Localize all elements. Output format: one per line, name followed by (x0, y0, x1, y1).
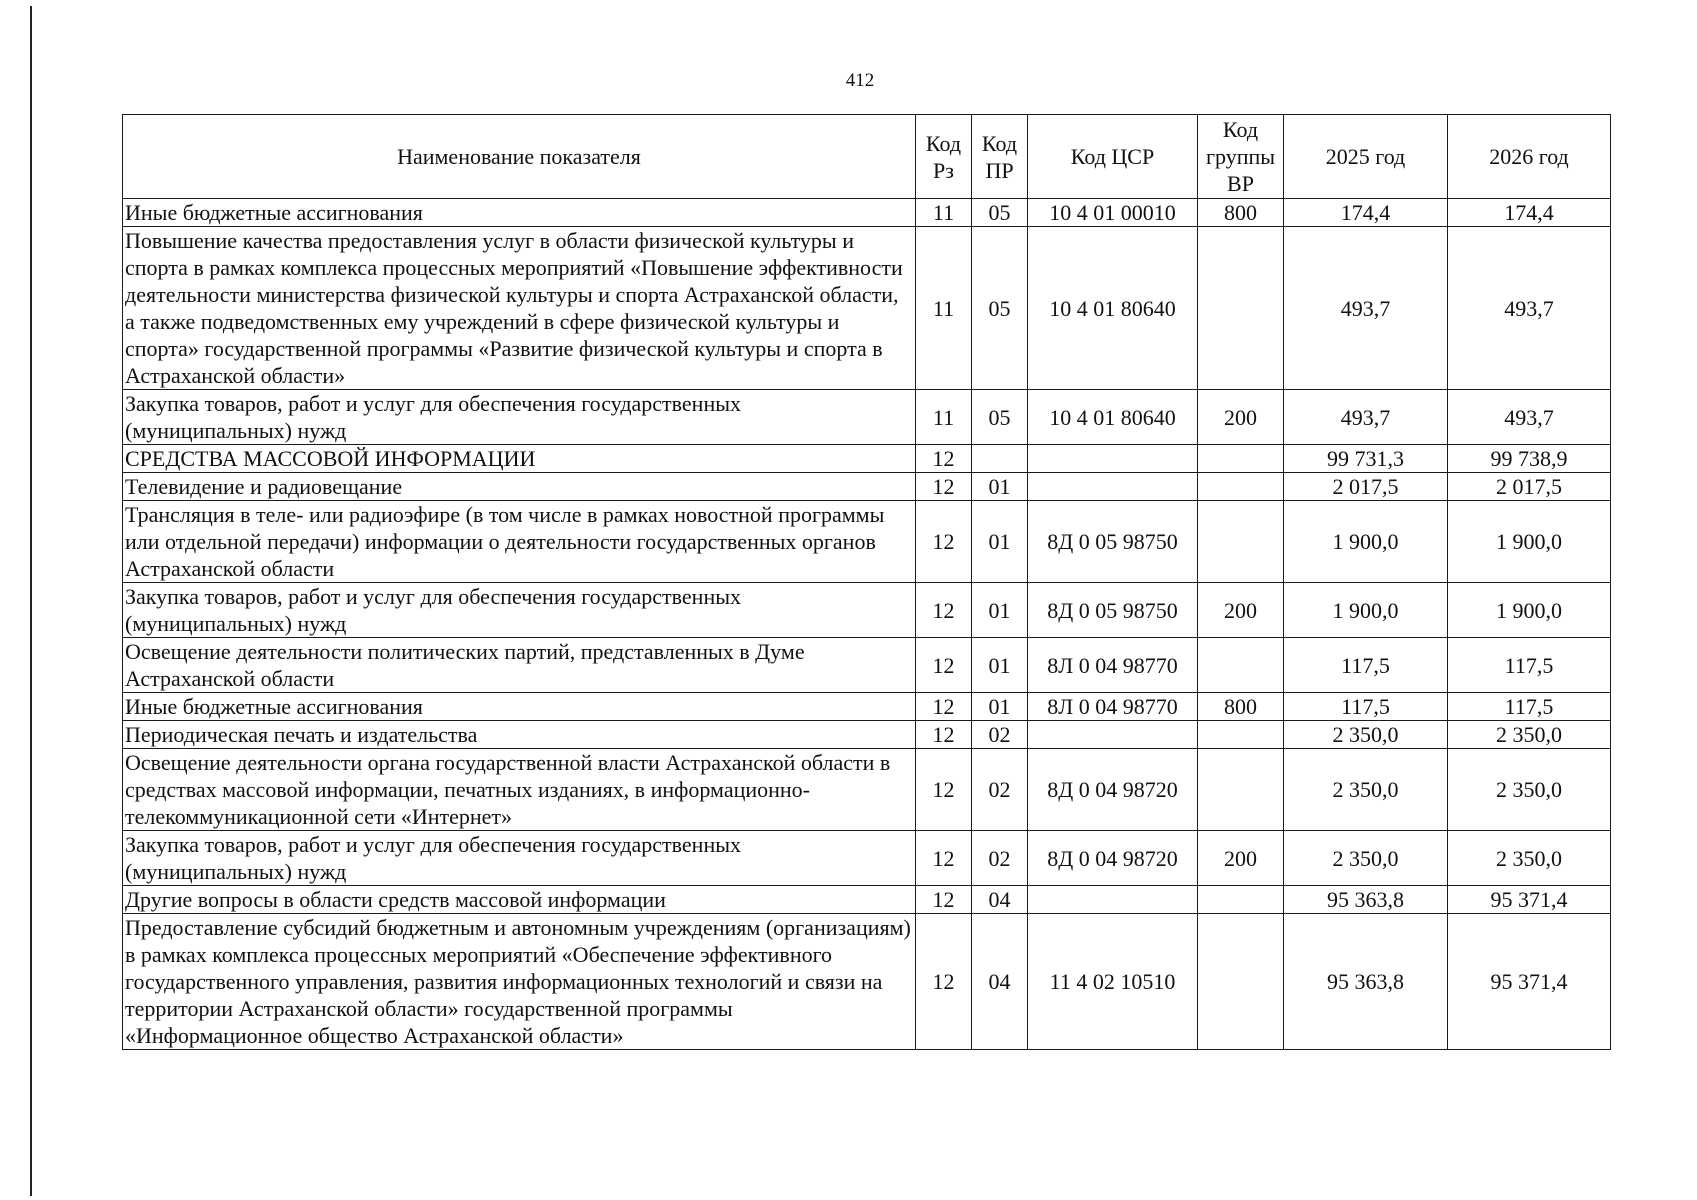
row-2025: 1 900,0 (1284, 583, 1448, 638)
row-csr: 11 4 02 10510 (1028, 914, 1198, 1050)
row-vr: 200 (1198, 831, 1284, 886)
row-csr: 8Д 0 05 98750 (1028, 501, 1198, 583)
row-2025: 2 350,0 (1284, 831, 1448, 886)
row-csr (1028, 445, 1198, 473)
row-rz: 12 (916, 445, 972, 473)
row-name: Телевидение и радиовещание (123, 473, 916, 501)
row-name: Закупка товаров, работ и услуг для обеспечения государственных (муниципальных) нужд (123, 583, 916, 638)
row-rz: 12 (916, 473, 972, 501)
row-rz: 12 (916, 721, 972, 749)
row-vr: 200 (1198, 583, 1284, 638)
row-pr: 01 (972, 638, 1028, 693)
row-rz: 12 (916, 914, 972, 1050)
row-pr: 02 (972, 831, 1028, 886)
row-vr (1198, 721, 1284, 749)
table-row (123, 914, 1611, 1050)
row-vr (1198, 886, 1284, 914)
row-name: Периодическая печать и издательства (123, 721, 916, 749)
table-row (123, 886, 1611, 914)
row-rz: 11 (916, 390, 972, 445)
row-name: Иные бюджетные ассигнования (123, 199, 916, 227)
row-pr: 05 (972, 199, 1028, 227)
row-2025: 117,5 (1284, 638, 1448, 693)
row-2026: 493,7 (1448, 227, 1611, 390)
table-row (123, 831, 1611, 886)
row-pr (972, 445, 1028, 473)
row-vr: 800 (1198, 199, 1284, 227)
row-2026: 95 371,4 (1448, 886, 1611, 914)
table-row (123, 227, 1611, 390)
table-row (123, 749, 1611, 831)
table-row (123, 693, 1611, 721)
row-rz: 12 (916, 749, 972, 831)
table-row (123, 721, 1611, 749)
row-2025: 2 017,5 (1284, 473, 1448, 501)
row-2026: 2 350,0 (1448, 831, 1611, 886)
header-2025: 2025 год (1284, 115, 1448, 199)
row-2026: 1 900,0 (1448, 501, 1611, 583)
table-row (123, 473, 1611, 501)
row-2026: 493,7 (1448, 390, 1611, 445)
binding-margin-line (30, 6, 32, 1196)
row-name: Освещение деятельности политических партий, представленных в Думе Астраханской области (123, 638, 916, 693)
row-csr: 10 4 01 80640 (1028, 227, 1198, 390)
table-row (123, 583, 1611, 638)
row-vr: 800 (1198, 693, 1284, 721)
row-2026: 99 738,9 (1448, 445, 1611, 473)
header-csr: Код ЦСР (1028, 115, 1198, 199)
row-rz: 12 (916, 501, 972, 583)
row-2025: 95 363,8 (1284, 886, 1448, 914)
row-csr: 8Д 0 05 98750 (1028, 583, 1198, 638)
row-2026: 1 900,0 (1448, 583, 1611, 638)
table-row (123, 445, 1611, 473)
row-pr: 01 (972, 473, 1028, 501)
row-pr: 04 (972, 886, 1028, 914)
row-vr (1198, 227, 1284, 390)
table-row (123, 501, 1611, 583)
row-2025: 1 900,0 (1284, 501, 1448, 583)
row-pr: 05 (972, 227, 1028, 390)
row-2025: 95 363,8 (1284, 914, 1448, 1050)
row-pr: 02 (972, 721, 1028, 749)
row-name: Трансляция в теле- или радиоэфире (в том числе в рамках новостной программы или отдельной передачи) информации о деятельности государственных органов Астраханской области (123, 501, 916, 583)
row-csr: 10 4 01 00010 (1028, 199, 1198, 227)
row-2026: 2 350,0 (1448, 721, 1611, 749)
row-vr (1198, 749, 1284, 831)
row-2026: 117,5 (1448, 693, 1611, 721)
row-rz: 12 (916, 831, 972, 886)
row-2026: 2 017,5 (1448, 473, 1611, 501)
budget-table (122, 114, 1611, 1050)
table-row (123, 390, 1611, 445)
row-pr: 02 (972, 749, 1028, 831)
table-row (123, 199, 1611, 227)
row-vr (1198, 445, 1284, 473)
row-vr (1198, 638, 1284, 693)
row-2025: 174,4 (1284, 199, 1448, 227)
row-pr: 01 (972, 501, 1028, 583)
row-vr: 200 (1198, 390, 1284, 445)
table-header-row (123, 115, 1611, 199)
row-csr (1028, 473, 1198, 501)
row-pr: 05 (972, 390, 1028, 445)
row-2026: 2 350,0 (1448, 749, 1611, 831)
row-pr: 01 (972, 693, 1028, 721)
row-csr (1028, 886, 1198, 914)
row-2026: 95 371,4 (1448, 914, 1611, 1050)
row-name: Повышение качества предоставления услуг в области физической культуры и спорта в рамках комплекса процессных мероприятий «Повышение эффективности деятельности министерства физической культуры и спорта Астраханской области, а также подведомственных ему учреждений в сфере физической культуры и спорта» государственной программы «Развитие физической культуры и спорта в Астраханской области» (123, 227, 916, 390)
row-rz: 11 (916, 199, 972, 227)
header-name: Наименование показателя (123, 115, 916, 199)
row-rz: 11 (916, 227, 972, 390)
header-rz: Код Рз (916, 115, 972, 199)
row-vr (1198, 501, 1284, 583)
row-rz: 12 (916, 693, 972, 721)
row-csr (1028, 721, 1198, 749)
row-name: Иные бюджетные ассигнования (123, 693, 916, 721)
row-csr: 8Д 0 04 98720 (1028, 749, 1198, 831)
row-2025: 493,7 (1284, 390, 1448, 445)
row-name: СРЕДСТВА МАССОВОЙ ИНФОРМАЦИИ (123, 445, 916, 473)
row-name: Закупка товаров, работ и услуг для обеспечения государственных (муниципальных) нужд (123, 831, 916, 886)
row-name: Другие вопросы в области средств массовой информации (123, 886, 916, 914)
page-number: 412 (845, 70, 875, 91)
row-2026: 117,5 (1448, 638, 1611, 693)
row-pr: 01 (972, 583, 1028, 638)
row-2025: 99 731,3 (1284, 445, 1448, 473)
row-csr: 8Л 0 04 98770 (1028, 638, 1198, 693)
row-vr (1198, 473, 1284, 501)
header-2026: 2026 год (1448, 115, 1611, 199)
row-rz: 12 (916, 886, 972, 914)
row-2025: 117,5 (1284, 693, 1448, 721)
row-2025: 2 350,0 (1284, 749, 1448, 831)
row-csr: 10 4 01 80640 (1028, 390, 1198, 445)
row-pr: 04 (972, 914, 1028, 1050)
row-rz: 12 (916, 638, 972, 693)
row-vr (1198, 914, 1284, 1050)
row-2026: 174,4 (1448, 199, 1611, 227)
row-2025: 493,7 (1284, 227, 1448, 390)
header-vr: Код группы ВР (1198, 115, 1284, 199)
header-pr: Код ПР (972, 115, 1028, 199)
row-2025: 2 350,0 (1284, 721, 1448, 749)
row-csr: 8Л 0 04 98770 (1028, 693, 1198, 721)
row-csr: 8Д 0 04 98720 (1028, 831, 1198, 886)
row-name: Освещение деятельности органа государственной власти Астраханской области в средствах массовой информации, печатных изданиях, в информационно-телекоммуникационной сети «Интернет» (123, 749, 916, 831)
row-name: Закупка товаров, работ и услуг для обеспечения государственных (муниципальных) нужд (123, 390, 916, 445)
table-row (123, 638, 1611, 693)
row-name: Предоставление субсидий бюджетным и автономным учреждениям (организациям) в рамках комплекса процессных мероприятий «Обеспечение эффективного государственного управления, развития информационных технологий и связи на территории Астраханской области» государственной программы «Информационное общество Астраханской области» (123, 914, 916, 1050)
row-rz: 12 (916, 583, 972, 638)
